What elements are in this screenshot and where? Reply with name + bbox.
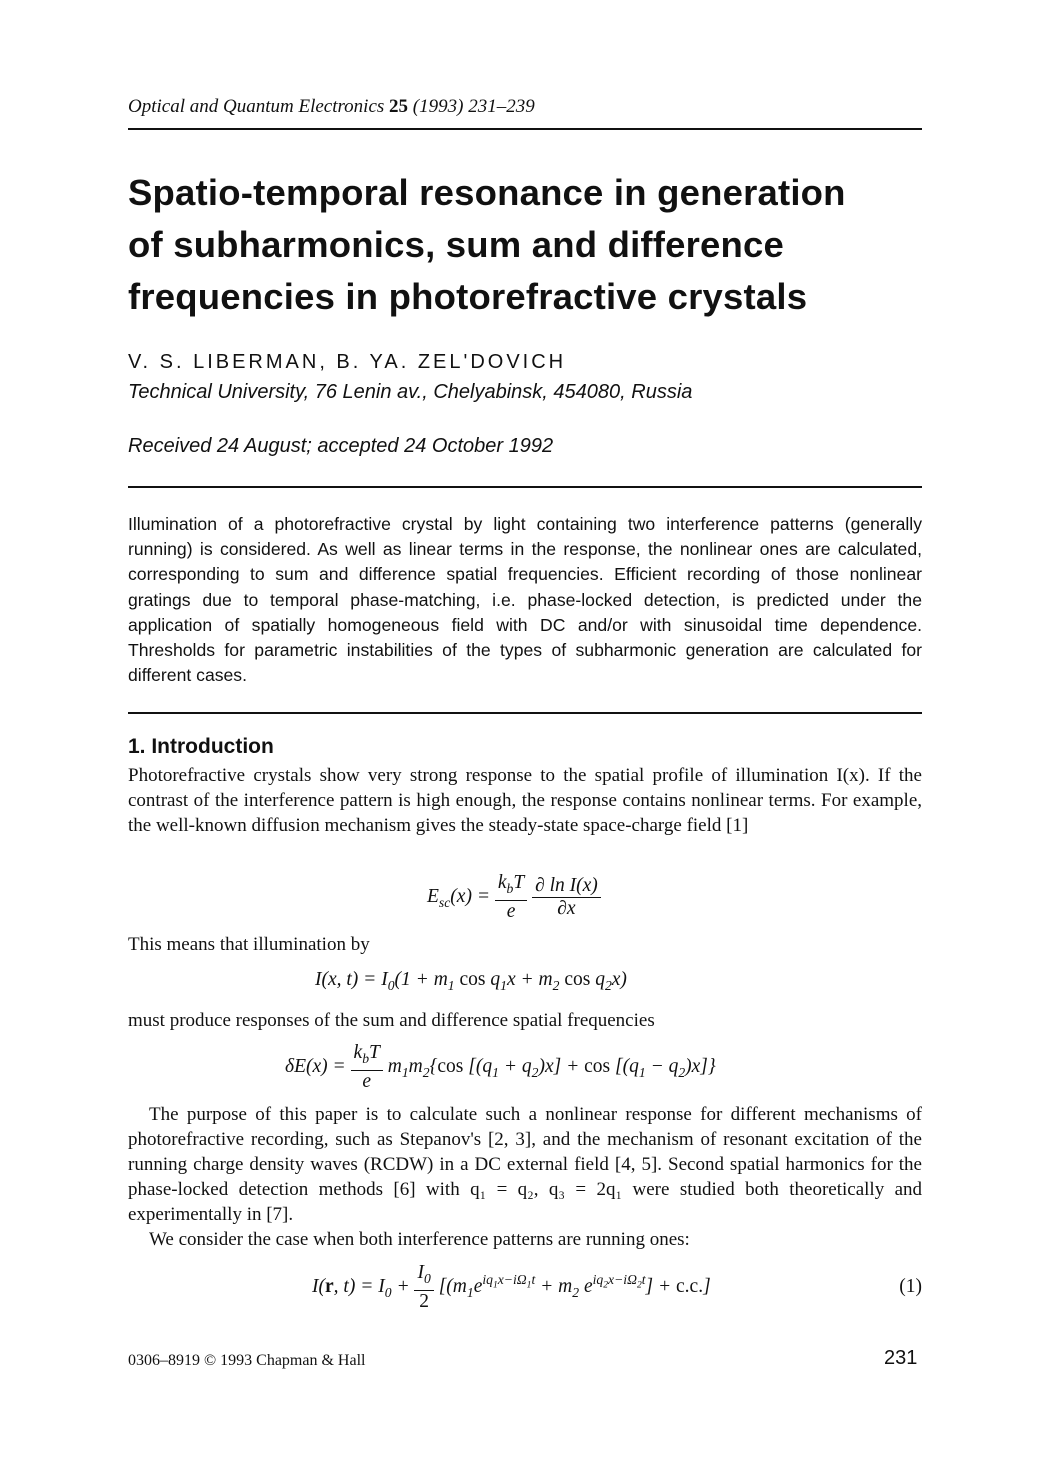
running-patterns-paragraph: We consider the case when both interference patterns are running ones: [149,1229,690,1250]
authors: V. S. LIBERMAN, B. YA. ZEL'DOVICH [128,351,567,373]
journal-name: Optical and Quantum Electronics [128,96,385,117]
abstract: Illumination of a photorefractive crystal by light containing two interference patterns (generally running) is considered. As well as linear terms in the response, the nonlinear ones are calculated, corresponding to sum and difference spatial frequencies. Efficient recording of those nonlinear gratings due to temporal phase-matching, i.e. phase-locked detection, is predicted under the application of spatially homogeneous field with DC and/or with sinusoidal time dependence. Thresholds for parametric instabilities of the types of subharmonic generation are calculated for different cases. [128,514,922,686]
journal-year-pages: (1993) 231–239 [412,96,535,117]
illumination-paragraph: This means that illumination by [128,934,370,955]
title-line: frequencies in photorefractive crystals [128,276,808,317]
equation-illumination: I(x, $t) = I_0(1 + m_1$ $\cos q_1x + m_2$ $\cos q_2x$) [315,969,627,993]
header-rule [128,128,922,130]
journal-volume: 25 [389,96,409,117]
equation-1: I(r, $t) = I_0$ + $\frac{I_0}{2}$ [($m_1e^{iq_1x-i\Omega_1t} + m_2$ $e^{iq_2x-i\Omega_2t}] + c.c$.] [312,1262,711,1312]
equation-space-charge-field: $E_{sc}(x)$ = $\frac{k_bT}{e}$ $\frac{\text{∂ ln I(x)}}{\partial x}$ [427,872,601,923]
equation-sum-difference-response: δE(x) = $\frac{k_bT}{e}$ $m_1m_2\{\cos$ $[(q_1 + q_2)x] + \cos [(q_1 - q_2)x]$} [285,1042,716,1092]
abstract-bottom-rule [128,712,922,714]
footer-copyright: 0306–8919 © 1993 Chapman & Hall [128,1352,366,1369]
response-paragraph: must produce responses of the sum and difference spatial frequencies [128,1010,655,1031]
affiliation: Technical University, 76 Lenin av., Chelyabinsk, 454080, Russia [128,381,693,403]
intro-paragraph: Photorefractive crystals show very strong response to the spatial profile of illumination I(x). If the contrast of the interference pattern is high enough, the response contains nonlinear terms. For example, the well-known diffusion mechanism gives the steady-state space-charge field [1] [128,765,922,836]
received-date: Received 24 August; accepted 24 October 1992 [128,435,554,457]
page-number: 231 [884,1347,918,1369]
abstract-top-rule [128,486,922,488]
title-line: of subharmonics, sum and difference [128,224,785,265]
equation-number: (1) [899,1276,922,1297]
journal-header [128,96,535,118]
purpose-paragraph: The purpose of this paper is to calculate such a nonlinear response for different mechanisms of photorefractive recording, such as Stepanov's [2, 3], and the mechanism of resonant excitation of the running charge density waves (RCDW) in a DC external field [4, 5]. Second spatial harmonics for the phase-locked detection methods [6] with q₁ = q₂, q₃ = 2q₁ were studied both theoretically and experimentally in [7]. [128,1104,922,1225]
paper-title [128,167,948,323]
section-heading: 1. Introduction [128,735,274,758]
title-line: Spatio-temporal resonance in generation [128,172,846,213]
